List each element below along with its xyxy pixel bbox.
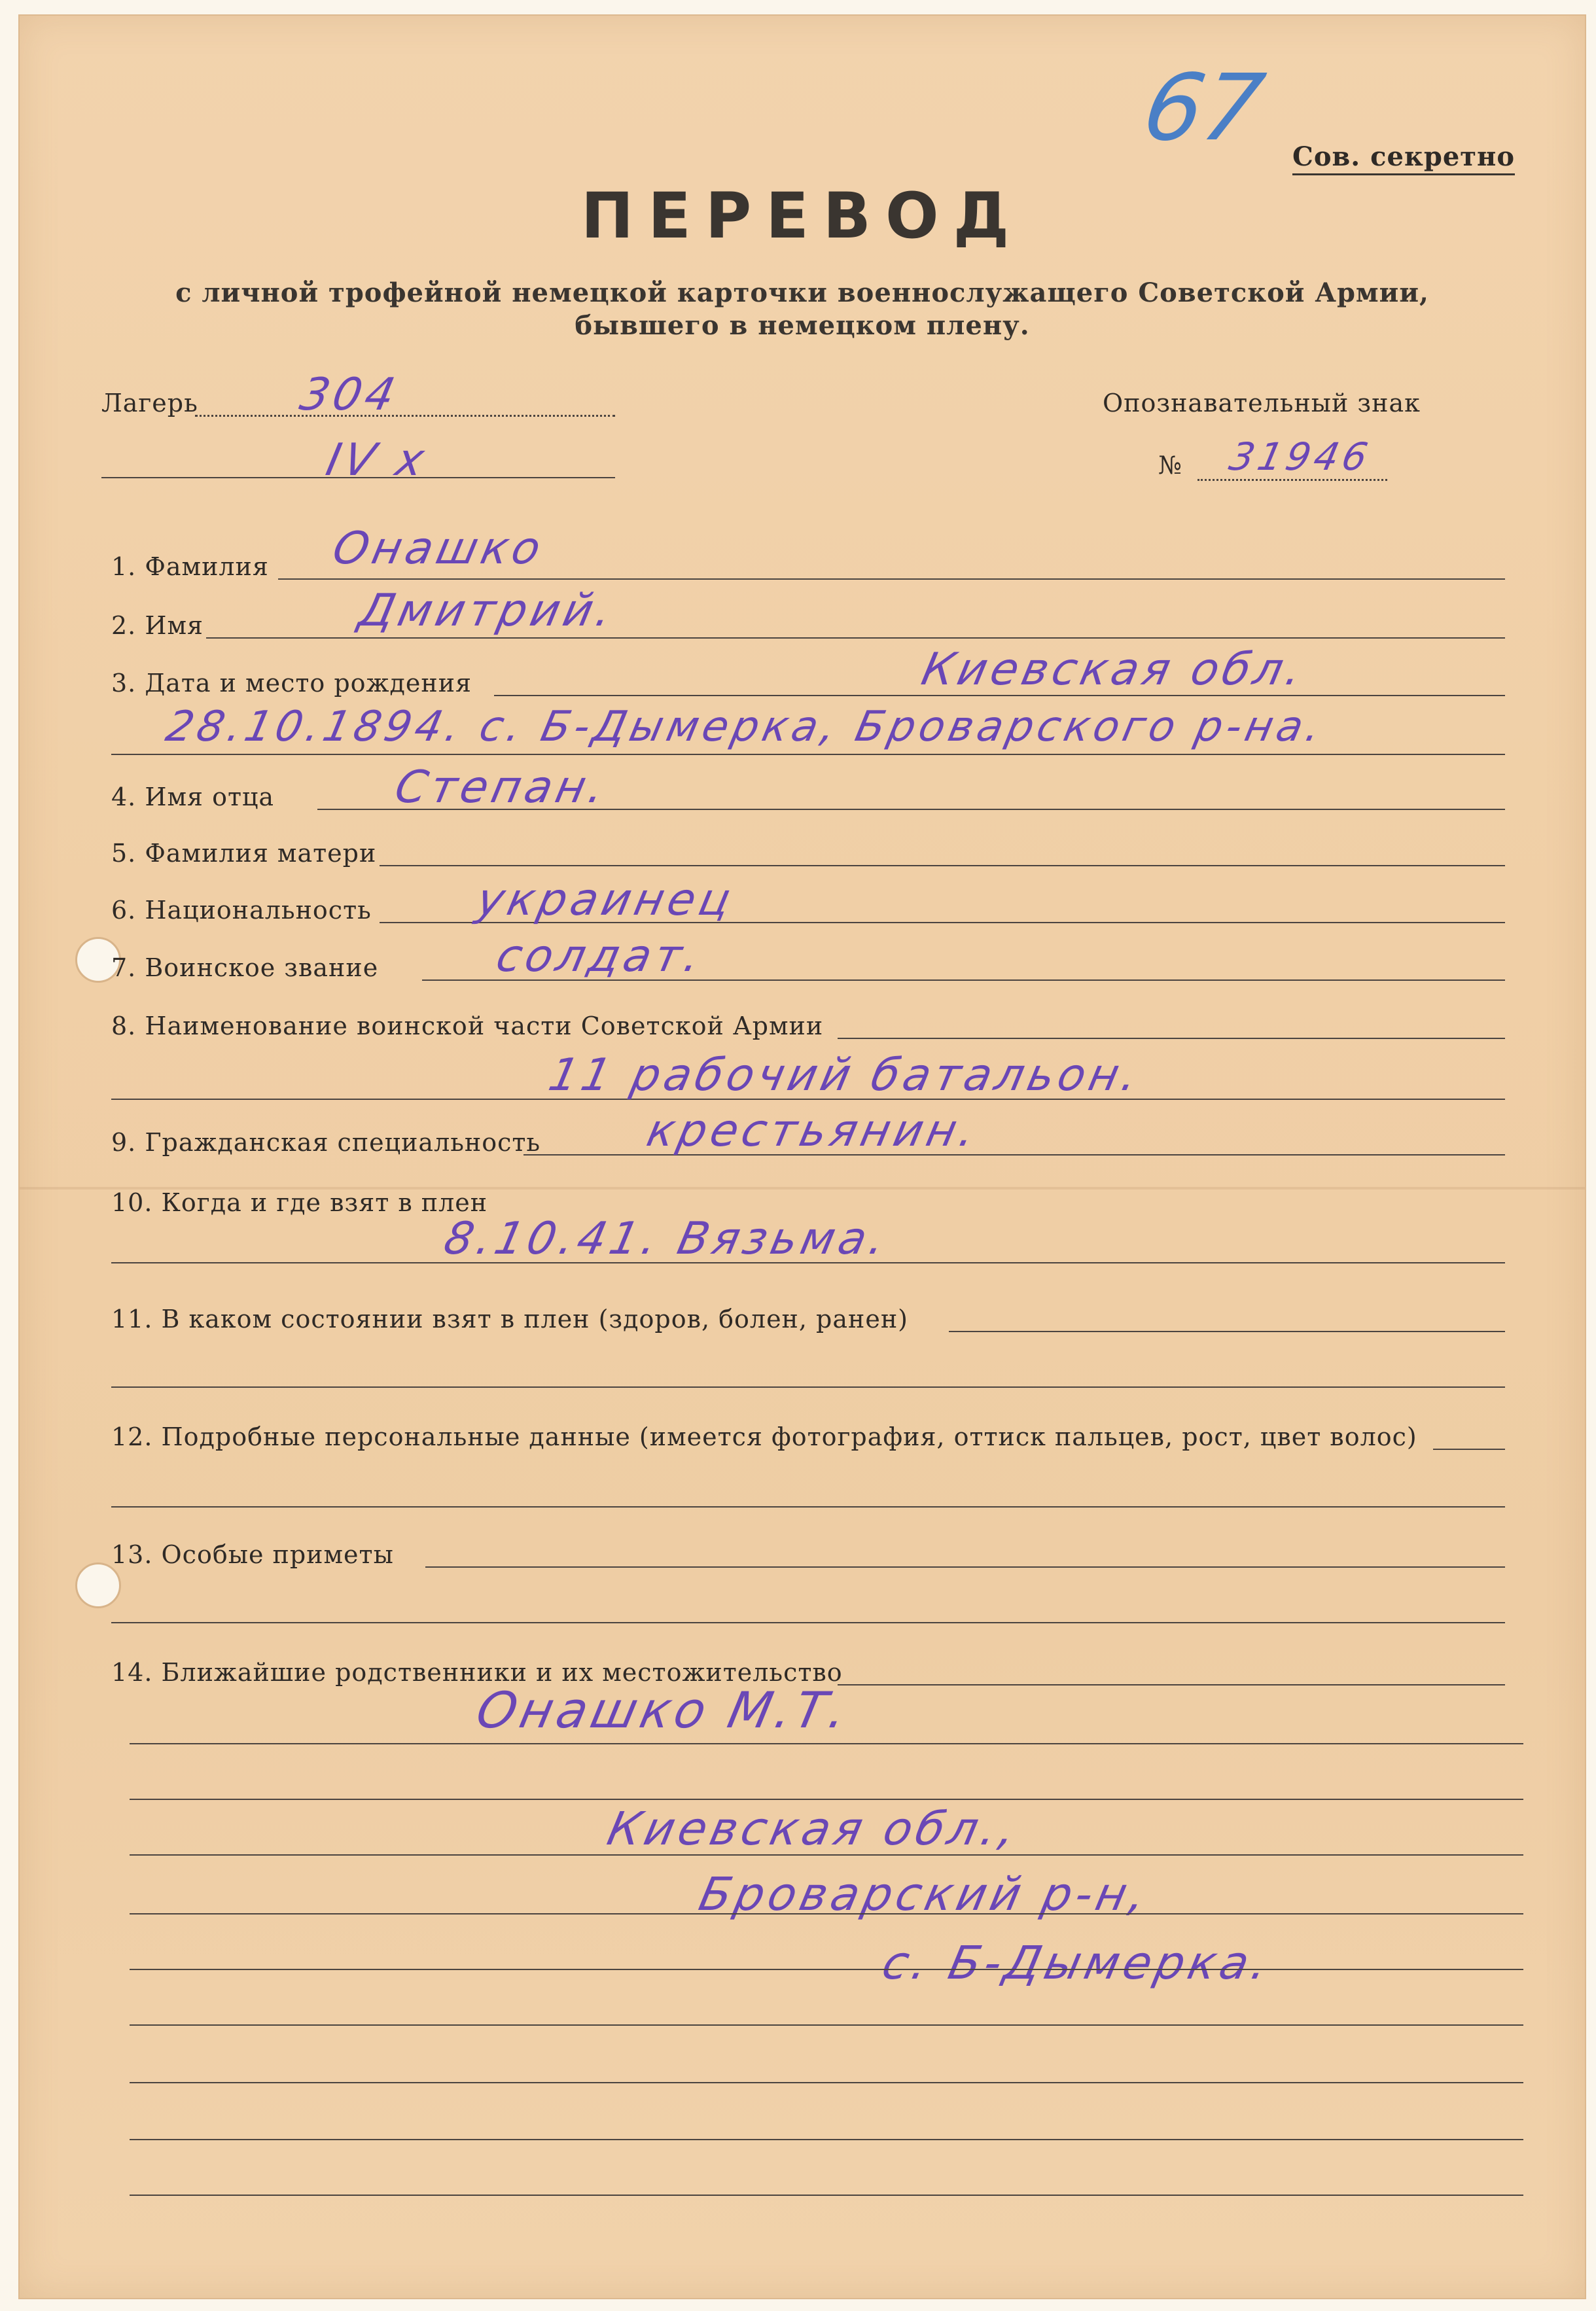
field-10-label: 10. Когда и где взят в плен — [111, 1188, 488, 1217]
camp-line — [195, 415, 615, 417]
blank-line — [130, 2024, 1523, 2026]
field-14-value-3: Броварский р-н, — [694, 1867, 1155, 1921]
field-3-label: 3. Дата и место рождения — [111, 669, 472, 697]
field-2-value: Дмитрий. — [354, 585, 620, 637]
field-6-value: украинец — [472, 874, 739, 926]
document-page — [18, 14, 1586, 2299]
field-11-line — [949, 1331, 1505, 1332]
id-number-label: № — [1158, 451, 1182, 480]
id-number-line — [1197, 479, 1387, 481]
subtitle-line-1: с личной трофейной немецкой карточки военнослужащего Советской Армии, — [175, 277, 1429, 308]
field-14-value: Онашко М.Т. — [471, 1681, 856, 1739]
id-sign-label: Опознавательный знак — [1103, 389, 1421, 417]
field-11-line-2 — [111, 1386, 1505, 1388]
field-14-value-4: с. Б-Дымерка. — [878, 1936, 1277, 1990]
camp-label: Лагерь — [101, 389, 198, 417]
field-6-label: 6. Национальность — [111, 896, 372, 925]
blank-line — [130, 1799, 1523, 1800]
field-12-line — [1433, 1449, 1505, 1450]
archive-number: 67 — [1135, 55, 1271, 162]
blank-line — [130, 2082, 1523, 2083]
field-9-label: 9. Гражданская специальность — [111, 1128, 541, 1157]
field-1-label: 1. Фамилия — [111, 552, 269, 581]
field-3-value: Киевская обл. — [917, 644, 1311, 696]
subtitle-line-2: бывшего в немецком плену. — [575, 310, 1030, 341]
field-2-label: 2. Имя — [111, 611, 204, 640]
blank-line — [130, 1913, 1523, 1914]
field-12-line-2 — [111, 1506, 1505, 1508]
field-4-label: 4. Имя отца — [111, 783, 275, 811]
field-13-line — [425, 1566, 1505, 1568]
field-13-line-2 — [111, 1622, 1505, 1623]
field-8-label: 8. Наименование воинской части Советской Армии — [111, 1012, 824, 1040]
field-5-label: 5. Фамилия матери — [111, 839, 377, 868]
blank-line — [130, 1969, 1523, 1970]
document-title: ПЕРЕВОД — [580, 179, 1024, 253]
field-5-line — [380, 865, 1505, 866]
field-3-line-2 — [111, 754, 1505, 755]
blank-line — [130, 1743, 1523, 1744]
field-14-value-2: Киевская обл., — [603, 1802, 1025, 1856]
id-number-value: 31946 — [1225, 434, 1375, 479]
field-10-value: 8.10.41. Вязьма. — [439, 1213, 894, 1265]
camp-value: 304 — [295, 369, 404, 421]
camp-value-2: IV x — [321, 434, 433, 486]
field-14-line — [838, 1684, 1505, 1685]
blank-line — [130, 1854, 1523, 1856]
blank-line — [130, 2139, 1523, 2140]
blank-line — [130, 2195, 1523, 2196]
field-8-line — [838, 1038, 1505, 1039]
field-12-label: 12. Подробные персональные данные (имеется фотография, оттиск пальцев, рост, цвет волос) — [111, 1422, 1417, 1451]
field-9-value: крестьянин. — [642, 1105, 984, 1157]
field-11-label: 11. В каком состоянии взят в плен (здоров, болен, ранен) — [111, 1305, 908, 1333]
punch-hole-lower — [75, 1562, 121, 1608]
field-7-value: солдат. — [491, 930, 709, 982]
field-3-value-2: 28.10.1894. с. Б-Дымерка, Броварского р-на. — [162, 703, 1329, 751]
field-8-value: 11 рабочий батальон. — [544, 1050, 1146, 1101]
classification-mark: Сов. секретно — [1292, 141, 1515, 175]
field-1-value: Онашко — [328, 523, 549, 574]
field-4-value: Степан. — [390, 762, 613, 813]
field-7-label: 7. Воинское звание — [111, 953, 379, 982]
field-14-label: 14. Ближайшие родственники и их местожительство — [111, 1658, 843, 1687]
field-2-line — [206, 637, 1505, 639]
field-13-label: 13. Особые приметы — [111, 1540, 394, 1569]
field-1-line — [278, 578, 1505, 580]
